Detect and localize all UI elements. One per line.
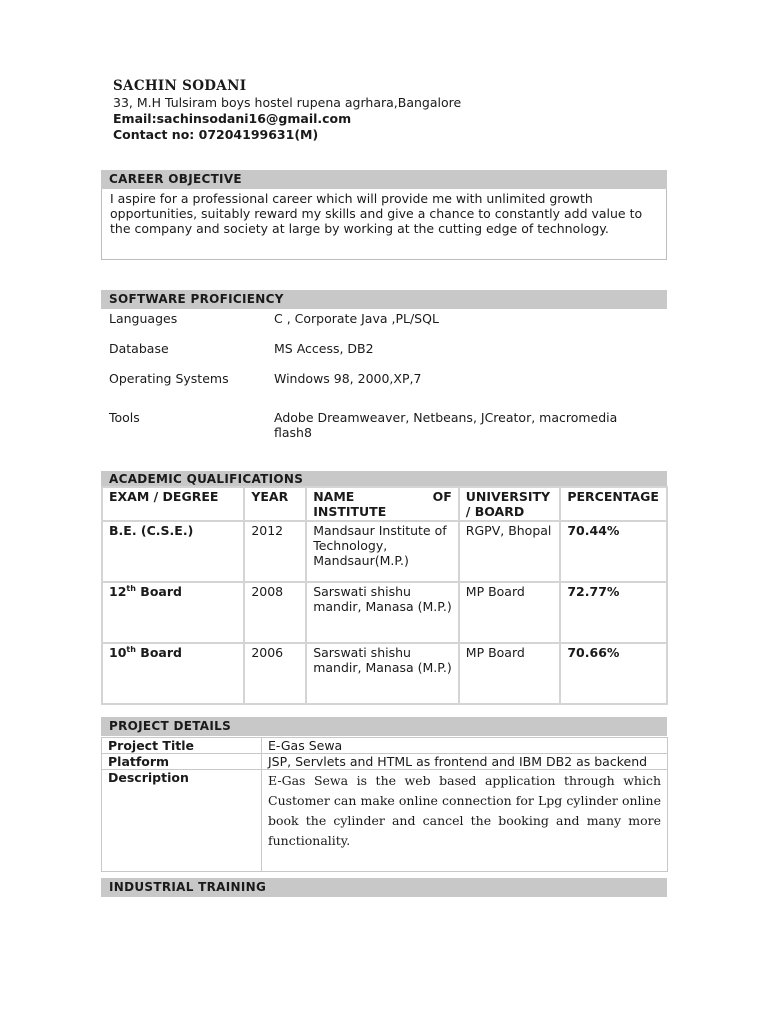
col-year: YEAR	[244, 487, 306, 521]
percentage-cell: 72.77%	[560, 582, 667, 643]
col-exam-degree: EXAM / DEGREE	[102, 487, 244, 521]
career-objective-text: I aspire for a professional career which will provide me with unlimited growth opportunities, suitably reward my skills and give a chance to constantly add value to the company and society at large by working at the cutting edge of technology.	[101, 189, 667, 260]
exam-cell: 10th Board	[102, 643, 244, 704]
academic-header-row	[102, 487, 667, 521]
table-row	[102, 582, 667, 643]
col-percentage: PERCENTAGE	[560, 487, 667, 521]
exam-cell: 12th Board	[102, 582, 244, 643]
exam-cell: B.E. (C.S.E.)	[102, 521, 244, 582]
resume-header	[113, 78, 461, 143]
table-row	[102, 770, 668, 872]
software-value-database: MS Access, DB2	[274, 341, 374, 356]
project-title-label: Project Title	[102, 738, 262, 754]
institute-cell: Mandsaur Institute of Technology, Mandsaur(M.P.)	[306, 521, 459, 582]
table-row	[102, 521, 667, 582]
year-cell: 2008	[244, 582, 306, 643]
section-project-details: PROJECT DETAILS	[101, 717, 667, 736]
board-cell: MP Board	[459, 643, 561, 704]
section-industrial-training: INDUSTRIAL TRAINING	[101, 878, 667, 897]
year-cell: 2012	[244, 521, 306, 582]
software-value-os: Windows 98, 2000,XP,7	[274, 371, 422, 386]
percentage-cell: 70.66%	[560, 643, 667, 704]
table-row	[102, 643, 667, 704]
institute-cell: Sarswati shishu mandir, Manasa (M.P.)	[306, 643, 459, 704]
project-table	[101, 737, 668, 872]
project-title-value: E-Gas Sewa	[262, 738, 668, 754]
description-label: Description	[102, 770, 262, 872]
institute-cell: Sarswati shishu mandir, Manasa (M.P.)	[306, 582, 459, 643]
contact-number: Contact no: 07204199631(M)	[113, 127, 319, 142]
software-label-database: Database	[109, 341, 169, 356]
software-label-languages: Languages	[109, 311, 178, 326]
platform-label: Platform	[102, 754, 262, 770]
software-value-languages: C , Corporate Java ,PL/SQL	[274, 311, 439, 326]
email: Email:sachinsodani16@gmail.com	[113, 111, 352, 126]
description-value: E-Gas Sewa is the web based application through which Customer can make online connection for Lpg cylinder online book the cylinder and cancel the booking and many more functionality.	[262, 770, 668, 872]
section-software-proficiency: SOFTWARE PROFICIENCY	[101, 290, 667, 309]
platform-value: JSP, Servlets and HTML as frontend and IBM DB2 as backend	[262, 754, 668, 770]
section-career-objective: CAREER OBJECTIVE	[101, 170, 667, 189]
section-academic-qualifications: ACADEMIC QUALIFICATIONS	[101, 471, 667, 487]
candidate-name: SACHIN SODANI	[113, 78, 247, 94]
academic-table	[101, 486, 668, 705]
table-row	[102, 738, 668, 754]
software-label-os: Operating Systems	[109, 371, 229, 386]
software-value-tools: Adobe Dreamweaver, Netbeans, JCreator, macromedia flash8	[274, 410, 618, 440]
board-cell: RGPV, Bhopal	[459, 521, 561, 582]
year-cell: 2006	[244, 643, 306, 704]
table-row	[102, 754, 668, 770]
board-cell: MP Board	[459, 582, 561, 643]
software-label-tools: Tools	[109, 410, 140, 425]
col-university-board: UNIVERSITY / BOARD	[459, 487, 561, 521]
address: 33, M.H Tulsiram boys hostel rupena agrhara,Bangalore	[113, 95, 462, 110]
col-institute: NAME OF INSTITUTE	[306, 487, 459, 521]
percentage-cell: 70.44%	[560, 521, 667, 582]
